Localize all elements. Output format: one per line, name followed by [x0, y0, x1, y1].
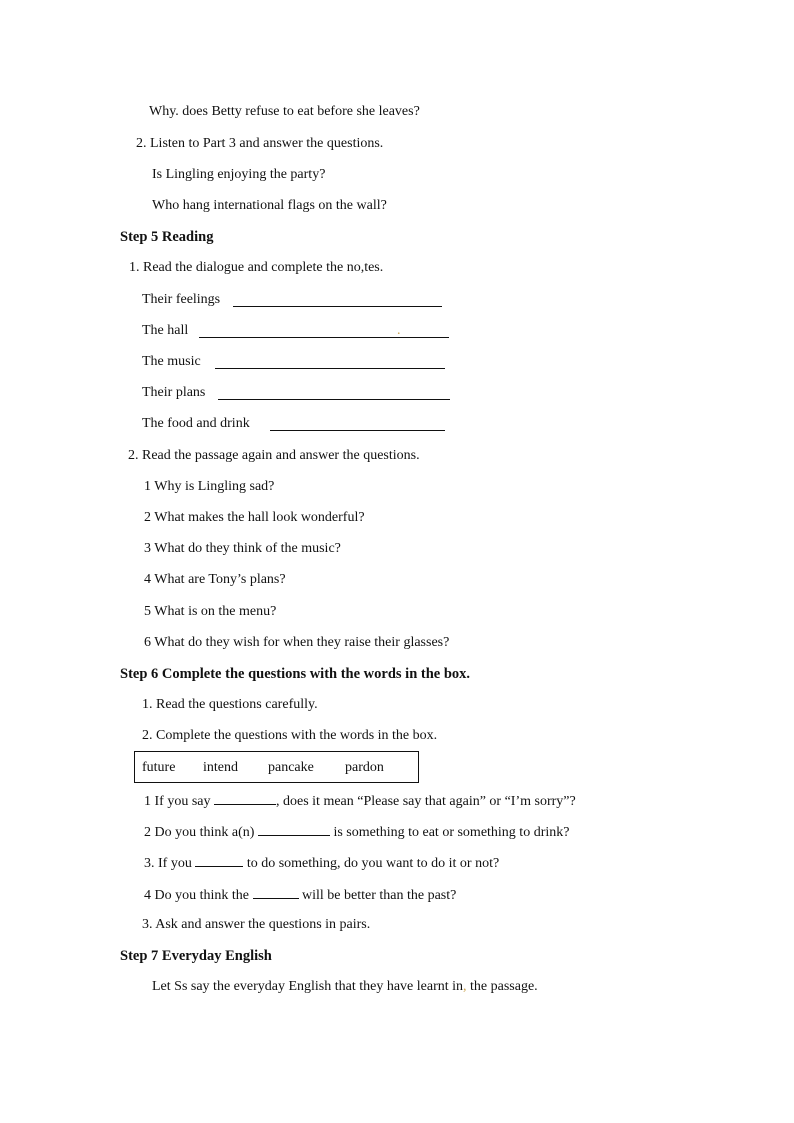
note-label: The food and drink: [142, 416, 250, 431]
word-pancake: pancake: [268, 760, 314, 775]
step5-heading: Step 5 Reading: [120, 229, 214, 245]
answer-blank[interactable]: [199, 324, 449, 338]
reading-question-2: 2 What makes the hall look wonderful?: [144, 510, 365, 525]
fill-question-2: [144, 822, 569, 842]
instruction-ask-answer: 3. Ask and answer the questions in pairs.: [142, 917, 371, 932]
word-future: future: [142, 760, 176, 775]
note-label: Their plans: [142, 385, 206, 400]
note-row-hall: [142, 322, 401, 340]
answer-blank[interactable]: [214, 791, 276, 805]
instruction-read-passage: 2. Read the passage again and answer the questions.: [128, 448, 420, 463]
reading-question-4: 4 What are Tony’s plans?: [144, 572, 286, 587]
answer-blank[interactable]: [195, 853, 243, 867]
question-text: , does it mean “Please say that again” or “I’m sorry”?: [276, 794, 576, 809]
step7-text-part: Let Ss say the everyday English that they have learnt in: [152, 979, 464, 994]
note-row-plans: [142, 384, 205, 402]
question-text: will be better than the past?: [298, 888, 457, 903]
word-intend: intend: [203, 760, 238, 775]
note-row-feelings: [142, 291, 220, 309]
question-why-betty: Why. does Betty refuse to eat before she leaves?: [149, 104, 420, 119]
answer-blank[interactable]: [270, 417, 445, 431]
note-label: The hall: [142, 323, 189, 338]
answer-blank[interactable]: [258, 822, 330, 836]
word-box: [134, 751, 419, 783]
reading-question-5: 5 What is on the menu?: [144, 604, 277, 619]
note-row-food-drink: [142, 415, 250, 433]
word-pardon: pardon: [345, 760, 384, 775]
reading-question-1: 1 Why is Lingling sad?: [144, 479, 275, 494]
note-row-music: [142, 353, 201, 371]
question-hang-flags: Who hang international flags on the wall?: [152, 198, 387, 213]
step7-heading: Step 7 Everyday English: [120, 948, 272, 964]
step6-heading: Step 6 Complete the questions with the words in the box.: [120, 666, 471, 682]
answer-blank[interactable]: [233, 293, 442, 307]
note-label: The music: [142, 354, 201, 369]
instruction-complete-questions: 2. Complete the questions with the words in the box.: [142, 728, 438, 743]
question-text: is something to eat or something to drink?: [329, 825, 570, 840]
answer-blank[interactable]: [218, 386, 450, 400]
question-text: 1 If you say: [144, 794, 214, 809]
question-text: 4 Do you think the: [144, 888, 253, 903]
instruction-read-dialogue: 1. Read the dialogue and complete the no,tes.: [129, 260, 384, 275]
instruction-read-questions: 1. Read the questions carefully.: [142, 697, 318, 712]
reading-question-6: 6 What do they wish for when they raise their glasses?: [144, 635, 450, 650]
reading-question-3: 3 What do they think of the music?: [144, 541, 341, 556]
instruction-listen-part3: 2. Listen to Part 3 and answer the questions.: [136, 136, 384, 151]
step7-text-part: the passage.: [466, 979, 538, 994]
stray-comma: ,: [463, 979, 467, 994]
question-lingling-enjoying: Is Lingling enjoying the party?: [152, 167, 326, 182]
step7-text: [152, 978, 538, 996]
note-label: Their feelings: [142, 292, 221, 307]
fill-question-3: [144, 853, 499, 873]
answer-blank[interactable]: [215, 355, 445, 369]
fill-question-1: [144, 791, 576, 811]
stray-dot: .: [397, 323, 401, 338]
question-text: 2 Do you think a(n): [144, 825, 258, 840]
fill-question-4: [144, 885, 456, 905]
answer-blank[interactable]: [253, 885, 299, 899]
question-text: 3. If you: [144, 856, 196, 871]
question-text: to do something, do you want to do it or not?: [243, 856, 500, 871]
